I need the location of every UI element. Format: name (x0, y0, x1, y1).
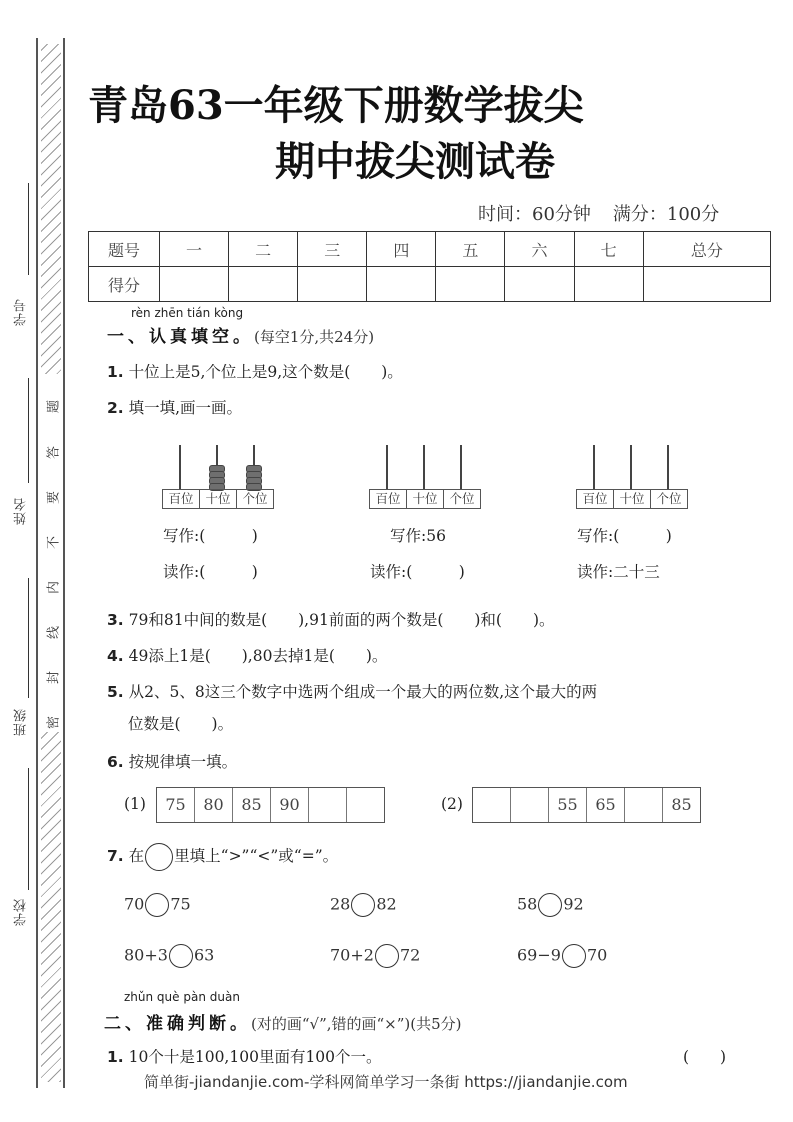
seal-char: 内 (46, 581, 62, 595)
question-text: 在 (128, 847, 145, 865)
score-cell[interactable] (367, 267, 436, 302)
judge-question-1 (107, 1045, 382, 1067)
margin-line-outer (36, 38, 38, 1088)
place-value-labels (162, 489, 274, 509)
cell: 总分 (643, 232, 770, 267)
compare-left: 70 (124, 894, 145, 914)
sequence-blank-cell[interactable] (347, 788, 384, 822)
cell: 五 (436, 232, 505, 267)
abacus-2-read: 读作:( ) (370, 563, 465, 581)
compare-item (124, 944, 214, 968)
sequence-cell: 85 (233, 788, 271, 822)
footer-watermark: 简单街-jiandanjie.com-学科网简单学习一条街 https://jiandanjie.com (144, 1073, 628, 1091)
full-score: 满分：100分 (612, 204, 720, 225)
compare-circle[interactable] (375, 944, 399, 968)
abacus-3-read: 读作:二十三 (577, 563, 660, 581)
cell: 六 (505, 232, 574, 267)
question-number: 2. (107, 399, 124, 417)
question-5-cont: 位数是( )。 (128, 715, 234, 733)
score-cell[interactable] (298, 267, 367, 302)
cell: 三 (298, 232, 367, 267)
abacus-1-read: 读作:( ) (163, 563, 258, 581)
question-6 (107, 750, 237, 772)
place-value-labels (369, 489, 481, 509)
compare-item (517, 944, 607, 968)
section1-pinyin: rèn zhēn tián kòng (131, 306, 244, 320)
exam-meta (478, 200, 719, 226)
cell: 二 (229, 232, 298, 267)
question-number: 4. (107, 647, 124, 665)
place-value-labels (576, 489, 688, 509)
question-text: 按规律填一填。 (128, 753, 238, 771)
compare-circle[interactable] (538, 893, 562, 917)
sequence-cell: 80 (195, 788, 233, 822)
question-number: 5. (107, 683, 124, 701)
question-4 (107, 644, 387, 666)
blank-line-student-id (28, 183, 29, 275)
label-ones: 个位 (656, 491, 682, 506)
question-text: 里填上“>”“<”或“=”。 (174, 847, 339, 865)
compare-item (330, 944, 420, 968)
question-text: 十位上是5,个位上是9,这个数是( )。 (128, 363, 403, 381)
seal-char: 题 (46, 400, 62, 414)
cell: 一 (160, 232, 229, 267)
score-cell[interactable] (436, 267, 505, 302)
compare-item (330, 893, 397, 917)
title-line-1: 青岛63一年级下册数学拔尖 (88, 82, 584, 129)
compare-item (517, 893, 584, 917)
label-ones: 个位 (242, 491, 268, 506)
sequence-1-boxes (156, 787, 385, 823)
label-tens: 十位 (614, 490, 651, 508)
question-7 (107, 843, 338, 871)
question-text: 从2、5、8这三个数字中选两个组成一个最大的两位数,这个最大的两 (128, 683, 598, 701)
cell: 题号 (89, 232, 160, 267)
label-student-id: 学号 (14, 298, 29, 326)
question-1 (107, 360, 403, 382)
section2-pinyin: zhǔn què pàn duàn (124, 990, 240, 1004)
score-cell[interactable] (505, 267, 574, 302)
sequence-blank-cell[interactable] (625, 788, 663, 822)
score-cell[interactable] (643, 267, 770, 302)
score-cell[interactable] (574, 267, 643, 302)
abacus-2-write: 写作:56 (390, 527, 446, 545)
question-text: 49添上1是( ),80去掉1是( )。 (128, 647, 388, 665)
compare-circle[interactable] (351, 893, 375, 917)
blank-line-class (28, 578, 29, 698)
title-line-2: 期中拔尖测试卷 (275, 138, 555, 185)
compare-right: 63 (193, 945, 215, 965)
section2-title: 二、准确判断。 (104, 1014, 251, 1034)
label-hundreds: 百位 (577, 490, 614, 508)
question-text: 79和81中间的数是( ),91前面的两个数是( )和( )。 (128, 611, 555, 629)
seal-char: 答 (46, 446, 62, 460)
compare-right: 72 (399, 945, 421, 965)
compare-left: 28 (330, 894, 351, 914)
rod-hundreds (593, 445, 595, 489)
compare-item (124, 893, 191, 917)
rod-ones (667, 445, 669, 489)
score-table-score-row (89, 267, 771, 302)
compare-right: 82 (376, 894, 397, 914)
sequence-cell: 65 (587, 788, 625, 822)
question-5 (107, 680, 597, 702)
section2-heading (104, 1009, 462, 1034)
sequence-blank-cell[interactable] (309, 788, 347, 822)
judge-answer-box[interactable]: ( ) (683, 1048, 727, 1066)
compare-left: 69−9 (517, 945, 561, 965)
question-text: 10个十是100,100里面有100个一。 (128, 1048, 382, 1066)
section1-note: (每空1分,共24分) (254, 328, 375, 346)
rod-hundreds (386, 445, 388, 489)
compare-left: 70+2 (330, 945, 374, 965)
question-number: 6. (107, 753, 124, 771)
label-class: 班级 (14, 708, 29, 736)
compare-right: 75 (170, 894, 191, 914)
sequence-cell: 75 (157, 788, 195, 822)
seal-char: 密 (46, 716, 62, 730)
compare-right: 92 (563, 894, 584, 914)
abacus-1-write: 写作:( ) (163, 527, 258, 545)
question-number: 1. (107, 1048, 124, 1066)
sequence-cell: 90 (271, 788, 309, 822)
sequence-2-boxes (472, 787, 701, 823)
question-text: 填一填,画一画。 (128, 399, 243, 417)
cell: 四 (367, 232, 436, 267)
label-hundreds: 百位 (370, 490, 407, 508)
seal-char: 不 (46, 536, 62, 550)
question-number: 3. (107, 611, 124, 629)
question-number: 1. (107, 363, 124, 381)
question-number: 7. (107, 847, 124, 865)
label-hundreds: 百位 (163, 490, 200, 508)
label-ones: 个位 (449, 491, 475, 506)
seal-char: 封 (46, 671, 62, 685)
sequence-cell: 55 (549, 788, 587, 822)
time-limit: 时间：60分钟 (478, 204, 591, 225)
compare-right: 70 (586, 945, 608, 965)
blank-line-school (28, 768, 29, 890)
abacus-3-write: 写作:( ) (577, 527, 672, 545)
rod-ones (460, 445, 462, 489)
score-table-header-row (89, 232, 771, 267)
sequence-2-label: (2) (441, 795, 463, 813)
blank-line-name (28, 378, 29, 483)
seal-char: 线 (46, 626, 62, 640)
rod-hundreds (179, 445, 181, 489)
compare-left: 58 (517, 894, 538, 914)
sequence-blank-cell[interactable] (511, 788, 549, 822)
sequence-cell: 85 (671, 795, 692, 814)
hatch-top (41, 44, 61, 374)
question-3 (107, 608, 555, 630)
rod-tens (423, 445, 425, 489)
compare-circle[interactable] (562, 944, 586, 968)
compare-circle[interactable] (169, 944, 193, 968)
sequence-1-label: (1) (124, 795, 146, 813)
compare-left: 80+3 (124, 945, 168, 965)
seal-char: 要 (46, 491, 62, 505)
score-cell[interactable] (229, 267, 298, 302)
section1-title: 一、认真填空。 (107, 327, 254, 347)
margin-line-inner (63, 38, 65, 1088)
label-tens: 十位 (200, 490, 237, 508)
question-2 (107, 396, 242, 418)
section2-note: (对的画“√”,错的画“×”)(共5分) (251, 1015, 462, 1033)
label-school: 学校 (14, 898, 29, 926)
hatch-bottom (41, 732, 61, 1082)
rod-tens (630, 445, 632, 489)
label-name: 姓名 (14, 497, 29, 525)
compare-circle[interactable] (145, 893, 169, 917)
cell: 七 (574, 232, 643, 267)
sequence-blank-cell[interactable] (473, 788, 511, 822)
circle-icon (145, 843, 173, 871)
cell: 得分 (89, 267, 160, 302)
section1-heading (107, 322, 374, 347)
score-cell[interactable] (160, 267, 229, 302)
score-table (88, 231, 771, 302)
label-tens: 十位 (407, 490, 444, 508)
